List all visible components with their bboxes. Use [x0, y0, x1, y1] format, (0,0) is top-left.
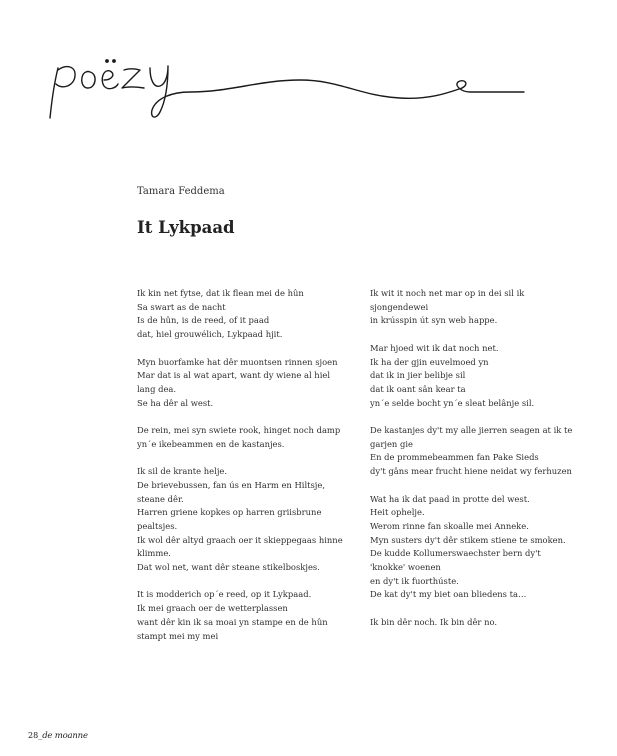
stanza	[137, 424, 362, 451]
poem-line: stampt mei my mei	[137, 630, 219, 641]
poem-line: Sa swart as de nacht	[137, 301, 226, 312]
poem-line: Werom rinne fan skoalle mei Anneke.	[370, 520, 529, 531]
stanza	[370, 424, 595, 479]
poem-line: Myn buorfamke hat dêr muontsen rinnen sjoen	[137, 356, 338, 367]
poem-line: De kudde Kollumerswaechster bern dy't	[370, 548, 541, 559]
poem-line: dy't gâns mear frucht hiene neidat wy ferhuzen	[370, 466, 572, 477]
poem-line: En de prommebeammen fan Pake Sieds	[370, 452, 539, 463]
poem-line: steane dêr.	[137, 493, 184, 504]
poem-line: Ik sil de krante helje.	[137, 466, 228, 477]
stanza	[137, 465, 362, 575]
poem-line: Dat wol net, want dêr steane stikelboskjes.	[137, 562, 320, 573]
poem-line: yn´e ikebeammen en de kastanjes.	[137, 438, 285, 449]
poem-line: want dêr kin ik sa moai yn stampe en de hûn	[137, 616, 328, 627]
stanza	[137, 356, 362, 411]
poem-line: Mar dat is al wat apart, want dy wiene al hiel	[137, 370, 331, 381]
poem-line: yn´e selde bocht yn´e sleat belânje sil.	[370, 397, 535, 408]
poem-line: Myn susters dy't dêr stikem stiene te smoken.	[370, 534, 566, 545]
poem-line: De kat dy't my biet oan bliedens ta…	[370, 589, 527, 600]
stanza	[370, 287, 595, 328]
poem-line: en dy't ik fuorthúste.	[370, 575, 459, 586]
poem-line: Wat ha ik dat paad in protte del west.	[370, 493, 530, 504]
stanza	[370, 342, 595, 411]
stanza	[137, 588, 362, 643]
page-number: 28	[28, 731, 39, 740]
poem-line: Se ha dêr al west.	[137, 397, 214, 408]
poem-line: Harren griene kopkes op harren griisbrune	[137, 507, 322, 518]
poem-author: Tamara Feddema	[137, 186, 225, 197]
poem-line: De brievebussen, fan ús en Harm en Hiltsje,	[137, 479, 326, 490]
stanza	[370, 616, 595, 630]
poem-line: Is de hûn, is de reed, of it paad	[137, 315, 270, 326]
poem-line: pealtsjes.	[137, 520, 178, 531]
poem-line: It is modderich op´e reed, op it Lykpaad.	[137, 589, 312, 600]
poem-line: sjongendewei	[370, 301, 429, 312]
poem-line: De rein, mei syn swiete rook, hinget noch damp	[137, 425, 341, 435]
poem-line: klimme.	[137, 548, 171, 559]
poem-line: Ik bin dêr noch. Ik bin dêr no.	[370, 616, 498, 627]
poem-left-column	[137, 287, 362, 657]
poem-line: Heit ophelje.	[370, 507, 425, 518]
poem-right-column	[370, 287, 595, 643]
poem-line: garjen gie	[370, 438, 413, 449]
page-footer	[28, 731, 88, 741]
poem-line: dat, hiel grouwélich, Lykpaad hjit.	[137, 329, 283, 340]
poem-title: It Lykpaad	[137, 218, 235, 237]
poem-line: in krússpin út syn web happe.	[370, 315, 498, 326]
poem-line: Ik wit it noch net mar op in dei sil ik	[370, 288, 525, 298]
magazine-brand: de moanne	[42, 731, 88, 741]
poem-line: 'knokke' woenen	[370, 562, 441, 573]
poem-line: dat ik in jier belibje sil	[370, 370, 466, 381]
footer-separator: _	[38, 731, 43, 740]
poem-line: dat ik oant sân kear ta	[370, 383, 466, 394]
poem-line: Ik ha der gjin euvelmoed yn	[370, 356, 489, 367]
poem-line: Ik kin net fytse, dat ik flean mei de hûn	[137, 288, 304, 298]
poem-line: Ik wol dêr altyd graach oer it skieppegaas hinne	[137, 534, 343, 545]
poem-line: lang dea.	[137, 383, 177, 394]
poezy-handwritten-header	[0, 0, 617, 150]
poem-line: Ik mei graach oer de wetterplassen	[137, 603, 288, 614]
stanza	[370, 493, 595, 603]
stanza	[137, 287, 362, 342]
poem-line: Mar hjoed wit ik dat noch net.	[370, 342, 499, 353]
poem-line: De kastanjes dy't my alle jierren seagen at ik te	[370, 425, 573, 435]
